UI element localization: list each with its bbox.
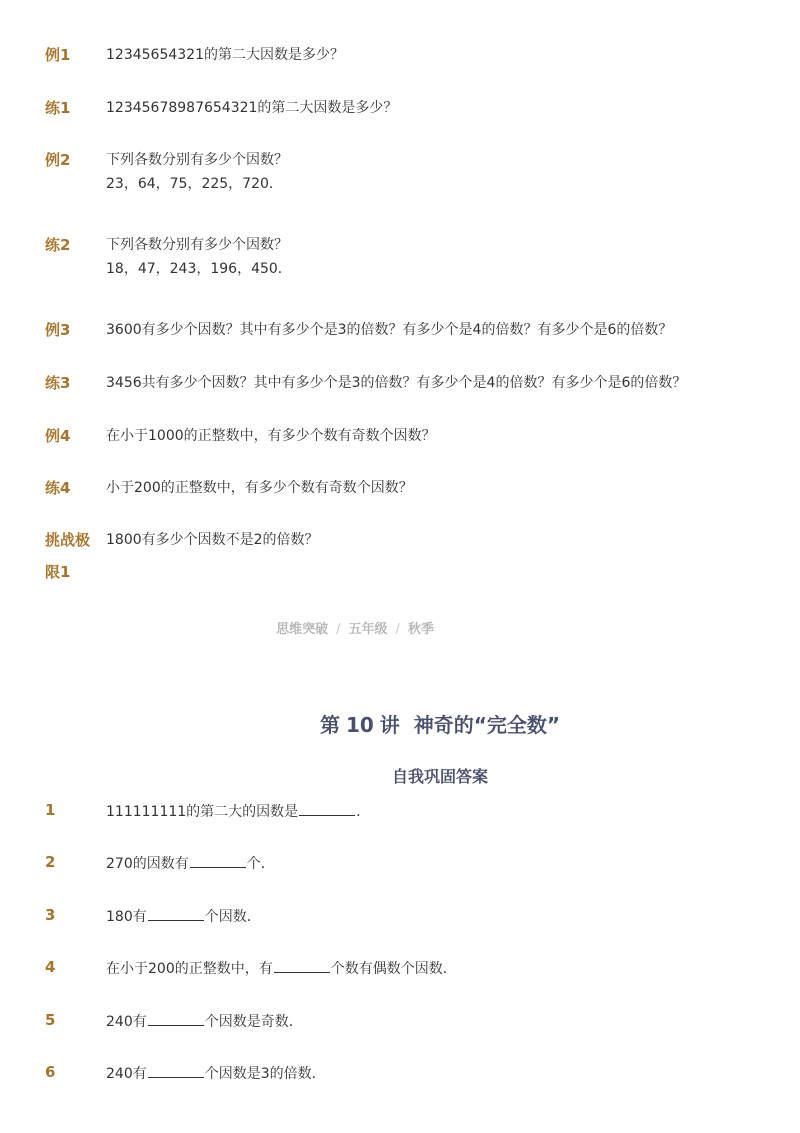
problem-text: 下列各数分别有多少个因数？ bbox=[106, 152, 288, 168]
problem-label: 练3 bbox=[45, 374, 71, 392]
problem-label-line2: 限1 bbox=[45, 563, 71, 581]
answer-blank[interactable] bbox=[299, 801, 355, 816]
answer-number: 4 bbox=[45, 958, 56, 976]
footer-separator: / bbox=[336, 622, 341, 637]
footer-season: 秋季 bbox=[407, 622, 434, 637]
answer-text bbox=[106, 1011, 303, 1031]
answer-blank[interactable] bbox=[190, 853, 246, 868]
answer-blank[interactable] bbox=[148, 906, 204, 921]
answer-text-after: 个因数是奇数． bbox=[204, 1014, 303, 1030]
problem-label: 例4 bbox=[45, 427, 71, 445]
section-title: 自我巩固答案 bbox=[391, 767, 488, 786]
problem-text: 1800有多少个因数不是2的倍数？ bbox=[106, 532, 319, 548]
answer-blank[interactable] bbox=[148, 1011, 204, 1026]
answer-text-before: 在小于200的正整数中，有 bbox=[106, 961, 273, 977]
problem-label: 练4 bbox=[45, 479, 71, 497]
answer-blank[interactable] bbox=[148, 1063, 204, 1078]
problem-label: 练2 bbox=[45, 236, 71, 254]
answer-text-before: 180有 bbox=[106, 909, 147, 925]
problem-label: 例1 bbox=[45, 46, 71, 64]
answer-text-after: ． bbox=[356, 804, 371, 820]
answer-number: 1 bbox=[45, 801, 56, 819]
answer-number: 3 bbox=[45, 906, 56, 924]
problem-text: 12345678987654321的第二大因数是多少？ bbox=[106, 100, 398, 116]
answer-number: 2 bbox=[45, 853, 56, 871]
problem-text: 3600有多少个因数？其中有多少个是3的倍数？有多少个是4的倍数？有多少个是6的倍数？ bbox=[106, 322, 673, 338]
answer-text-after: 个因数． bbox=[204, 909, 261, 925]
problem-label: 练1 bbox=[45, 99, 71, 117]
problem-label bbox=[45, 524, 101, 588]
footer-series: 思维突破 bbox=[276, 622, 329, 637]
answer-number: 5 bbox=[45, 1011, 56, 1029]
answer-text bbox=[106, 853, 275, 873]
problem-numbers: 18，47，243，196，450． bbox=[106, 261, 292, 277]
footer-grade: 五年级 bbox=[348, 622, 388, 637]
problem-label: 例2 bbox=[45, 151, 71, 169]
answer-number: 6 bbox=[45, 1063, 56, 1081]
answer-text-before: 270的因数有 bbox=[106, 856, 189, 872]
lecture-title bbox=[0, 710, 800, 740]
problem-text: 下列各数分别有多少个因数？ bbox=[106, 237, 288, 253]
page-footer bbox=[0, 620, 710, 640]
problem-label-line1: 挑战极 bbox=[45, 531, 91, 549]
answer-blank[interactable] bbox=[274, 958, 330, 973]
footer-separator: / bbox=[395, 622, 400, 637]
answer-text bbox=[106, 958, 457, 978]
problem-label: 例3 bbox=[45, 321, 71, 339]
answer-text-before: 111111111的第二大的因数是 bbox=[106, 804, 299, 820]
problem-text: 12345654321的第二大因数是多少？ bbox=[106, 47, 344, 63]
answer-text-before: 240有 bbox=[106, 1014, 147, 1030]
problem-text: 3456共有多少个因数？其中有多少个是3的倍数？有多少个是4的倍数？有多少个是6的倍数？ bbox=[106, 375, 687, 391]
lecture-number: 10 bbox=[345, 713, 374, 737]
answer-text-after: 个． bbox=[246, 856, 275, 872]
lecture-suffix: 讲 bbox=[379, 713, 400, 737]
problem-numbers: 23，64，75，225，720． bbox=[106, 176, 283, 192]
answer-text-after: 个因数是3的倍数． bbox=[204, 1066, 326, 1082]
answer-text bbox=[106, 906, 261, 926]
problem-text: 在小于1000的正整数中，有多少个数有奇数个因数？ bbox=[106, 428, 436, 444]
lecture-prefix: 第 bbox=[319, 713, 340, 737]
answer-text-after: 个数有偶数个因数． bbox=[330, 961, 457, 977]
answer-text-before: 240有 bbox=[106, 1066, 147, 1082]
answer-text bbox=[106, 801, 370, 821]
answer-text bbox=[106, 1063, 326, 1083]
lecture-name: 神奇的“完全数” bbox=[413, 713, 561, 737]
problem-text: 小于200的正整数中，有多少个数有奇数个因数？ bbox=[106, 480, 413, 496]
